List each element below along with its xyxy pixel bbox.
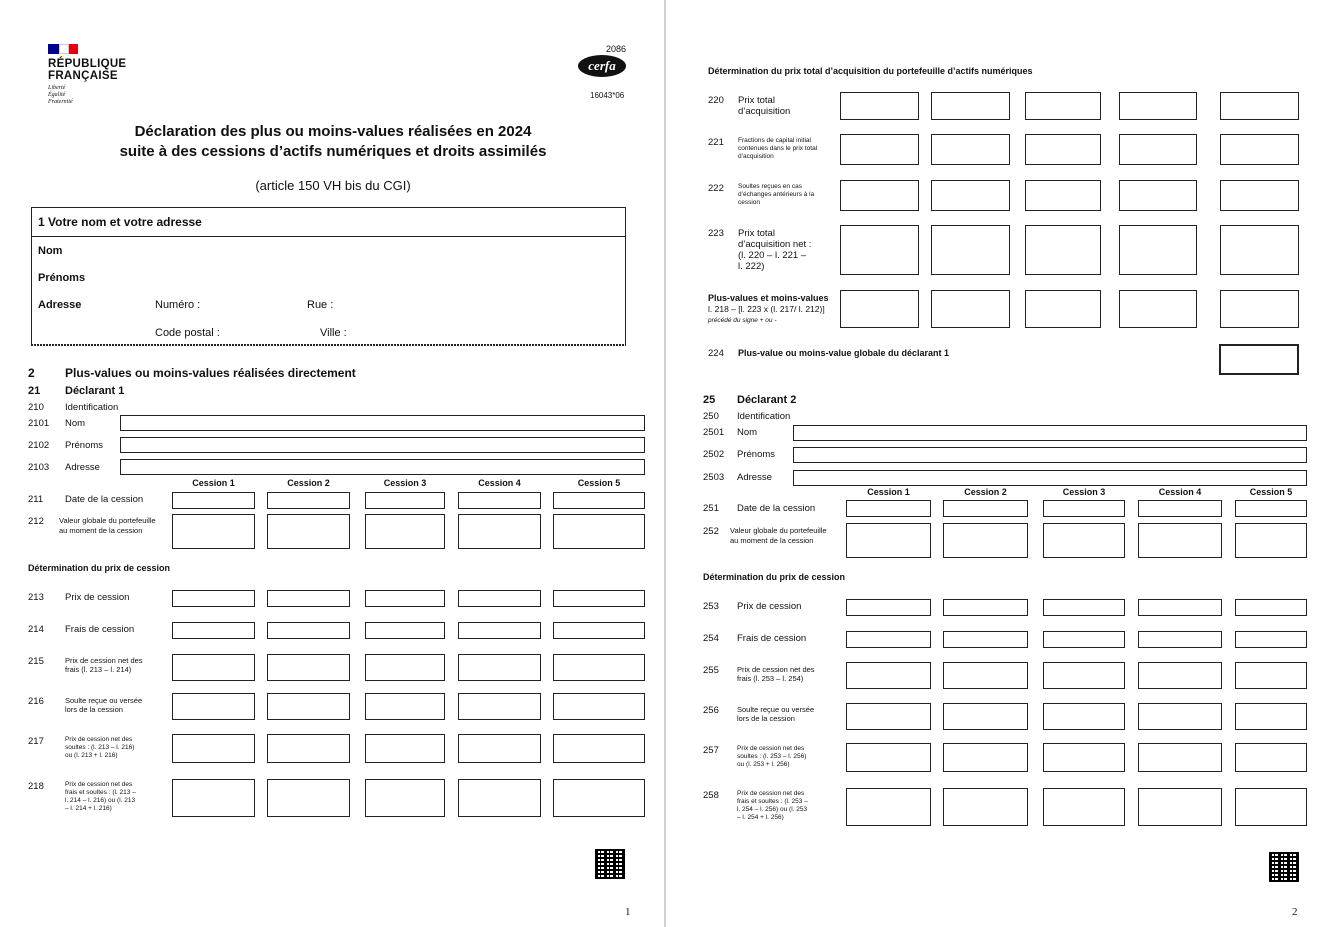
nom-label: Nom xyxy=(38,245,63,257)
row-label: Frais de cession xyxy=(65,624,135,635)
row-num: 258 xyxy=(703,790,719,801)
acq-field[interactable] xyxy=(1025,92,1101,120)
code-postal-label: Code postal : xyxy=(155,327,220,339)
acq-row-num: 220 xyxy=(708,95,724,106)
cession-header: Cession 3 xyxy=(383,478,427,488)
cession-field[interactable] xyxy=(267,492,350,509)
cession-field[interactable] xyxy=(943,599,1028,616)
row-num: 256 xyxy=(703,705,719,716)
cession-field[interactable] xyxy=(172,622,255,639)
cession-field[interactable] xyxy=(943,631,1028,648)
cession-field[interactable] xyxy=(553,590,645,607)
cession-field[interactable] xyxy=(1235,523,1307,558)
row-num: 252 xyxy=(703,526,719,537)
identity-row-num: 2502 xyxy=(703,449,725,460)
acq-field[interactable] xyxy=(1220,92,1299,120)
cession-field[interactable] xyxy=(553,734,645,763)
acq-row-num: 222 xyxy=(708,183,724,194)
cession-field[interactable] xyxy=(172,654,255,681)
motto-2: Égalité xyxy=(48,92,66,98)
identity-row-label: Adresse xyxy=(65,462,100,473)
row-num: 212 xyxy=(28,516,44,527)
cession-field[interactable] xyxy=(458,514,541,549)
cession-field[interactable] xyxy=(1235,599,1307,616)
cession-field[interactable] xyxy=(365,654,445,681)
row-label: Prix de cession xyxy=(737,601,802,612)
row-label: Valeur globale du portefeuille au moment de la cession xyxy=(730,526,827,545)
marianne-logo xyxy=(48,44,126,106)
acq-row-label: Prix total d’acquisition net : (l. 220 – l. 221 – l. 222) xyxy=(738,228,812,272)
cession-header: Cession 5 xyxy=(1249,487,1293,497)
form-title-line1: Déclaration des plus ou moins-values réalisées en 2024 xyxy=(134,123,532,140)
acq-field[interactable] xyxy=(1220,225,1299,275)
row-label: Frais de cession xyxy=(737,633,807,644)
identity-field[interactable] xyxy=(793,470,1307,486)
identity-field[interactable] xyxy=(793,447,1307,463)
acq-field[interactable] xyxy=(1119,180,1197,211)
cession-field[interactable] xyxy=(846,500,931,517)
acq-field[interactable] xyxy=(840,180,919,211)
row-num: 214 xyxy=(28,624,44,635)
motto-3: Fraternité xyxy=(48,99,73,105)
cession-field[interactable] xyxy=(458,693,541,720)
acq-field[interactable] xyxy=(840,92,919,120)
page1-datamatrix xyxy=(595,849,625,879)
identity-row-num: 2503 xyxy=(703,472,725,483)
cession-field[interactable] xyxy=(267,622,350,639)
cession-field[interactable] xyxy=(267,779,350,817)
pv-field[interactable] xyxy=(1220,290,1299,328)
cession-field[interactable] xyxy=(458,492,541,509)
cession-field[interactable] xyxy=(172,590,255,607)
cession-field[interactable] xyxy=(553,779,645,817)
cession-field[interactable] xyxy=(267,590,350,607)
page2-datamatrix xyxy=(1269,852,1299,882)
identity-field[interactable] xyxy=(793,425,1307,441)
ville-label: Ville : xyxy=(320,327,347,339)
identity-row-label: Nom xyxy=(65,418,86,429)
row-num: 251 xyxy=(703,503,719,514)
cession-field[interactable] xyxy=(943,703,1028,730)
cession-field[interactable] xyxy=(1138,662,1222,689)
cession-field[interactable] xyxy=(365,734,445,763)
cerfa-code: 16043*06 xyxy=(590,91,625,100)
cession-field[interactable] xyxy=(943,788,1028,826)
rue-label: Rue : xyxy=(307,299,334,311)
cession-field[interactable] xyxy=(943,523,1028,558)
form-subtitle: (article 150 VH bis du CGI) xyxy=(255,178,411,193)
cession-field[interactable] xyxy=(1235,788,1307,826)
declarant1-num: 21 xyxy=(28,385,41,397)
numero-label: Numéro : xyxy=(155,299,201,311)
row-num: 215 xyxy=(28,656,44,667)
identity-row-num: 2103 xyxy=(28,462,50,473)
identification-num: 210 xyxy=(28,402,44,413)
row-label: Prix de cession net des frais et soultes : (l. 213 – l. 214 – l. 216) ou (l. 213 – l. 214 + l. 216) xyxy=(65,781,136,812)
cession-field[interactable] xyxy=(1138,631,1222,648)
section2-title: Plus-values ou moins-values réalisées directement xyxy=(65,366,356,380)
cession-field[interactable] xyxy=(553,693,645,720)
cession-field[interactable] xyxy=(1138,523,1222,558)
acq-row-num: 223 xyxy=(708,228,724,239)
row-label: Prix de cession net des soultes : (l. 253 – l. 256) ou (l. 253 + l. 256) xyxy=(737,745,807,768)
acq-field[interactable] xyxy=(1220,180,1299,211)
pv-formula xyxy=(708,304,828,326)
row-num: 257 xyxy=(703,745,719,756)
acq-row-num: 221 xyxy=(708,137,724,148)
identity-row-num: 2501 xyxy=(703,427,725,438)
acq-field[interactable] xyxy=(1025,134,1101,165)
acq-row-label: Fractions de capital initial contenues dans le prix total d’acquisition xyxy=(738,137,818,160)
price-subheading: Détermination du prix de cession xyxy=(703,572,846,582)
cession-field[interactable] xyxy=(553,492,645,509)
cession-field[interactable] xyxy=(365,590,445,607)
acq-field[interactable] xyxy=(1025,180,1101,211)
cession-field[interactable] xyxy=(1138,703,1222,730)
row-label: Prix de cession net des soultes : (l. 213 – l. 216) ou (l. 213 + l. 216) xyxy=(65,736,135,759)
cession-field[interactable] xyxy=(1043,500,1125,517)
cession-field[interactable] xyxy=(267,734,350,763)
row-num: 217 xyxy=(28,736,44,747)
cession-field[interactable] xyxy=(458,622,541,639)
cession-field[interactable] xyxy=(553,622,645,639)
cession-field[interactable] xyxy=(846,743,931,772)
cession-field[interactable] xyxy=(172,514,255,549)
section1-title: 1 Votre nom et votre adresse xyxy=(38,215,202,229)
row-num: 254 xyxy=(703,633,719,644)
acq-field[interactable] xyxy=(1220,134,1299,165)
row-num: 255 xyxy=(703,665,719,676)
cerfa-logo xyxy=(578,55,626,77)
cession-field[interactable] xyxy=(365,492,445,509)
pv-note: précédé du signe + ou - xyxy=(708,317,777,324)
acq-field[interactable] xyxy=(1119,92,1197,120)
cession-field[interactable] xyxy=(553,654,645,681)
cession-field[interactable] xyxy=(1138,743,1222,772)
cession-field[interactable] xyxy=(365,622,445,639)
cession-field[interactable] xyxy=(1043,703,1125,730)
cession-field[interactable] xyxy=(1235,631,1307,648)
cession-header: Cession 5 xyxy=(577,478,621,488)
row-label: Date de la cession xyxy=(737,503,816,514)
identity-row-num: 2101 xyxy=(28,418,50,429)
declarant2-title: Déclarant 2 xyxy=(737,394,797,406)
cession-header: Cession 1 xyxy=(867,487,910,497)
identification2-label: Identification xyxy=(737,411,791,422)
pv-formula-text: l. 218 – [l. 223 x (l. 217/ l. 212)] xyxy=(708,304,825,314)
identity-field[interactable] xyxy=(120,437,645,453)
cession-field[interactable] xyxy=(1235,743,1307,772)
declarant2-num: 25 xyxy=(703,394,716,406)
prenoms-label: Prénoms xyxy=(38,272,86,284)
cession-field[interactable] xyxy=(846,662,931,689)
acq-row-label: Soultes reçues en cas d’échanges antérieurs à la cession xyxy=(738,183,815,206)
cession-field[interactable] xyxy=(458,590,541,607)
cession-field[interactable] xyxy=(1043,631,1125,648)
cession-field[interactable] xyxy=(172,693,255,720)
acq-field[interactable] xyxy=(1119,225,1197,275)
acq-field[interactable] xyxy=(1025,225,1101,275)
cession-field[interactable] xyxy=(846,703,931,730)
cession-field[interactable] xyxy=(1235,662,1307,689)
identity-row-label: Prénoms xyxy=(737,449,776,460)
cession-header: Cession 4 xyxy=(478,478,521,488)
section1-separator xyxy=(31,236,626,237)
section1-bottom-line xyxy=(31,344,626,346)
cerfa-number: 2086 xyxy=(606,44,627,54)
logo-line2: FRANÇAISE xyxy=(48,70,118,82)
global-value-field[interactable] xyxy=(1219,344,1299,375)
acq-field[interactable] xyxy=(931,134,1010,165)
cession-header: Cession 2 xyxy=(964,487,1007,497)
pv-field[interactable] xyxy=(840,290,919,328)
declarant1-title: Déclarant 1 xyxy=(65,385,125,397)
section2-num: 2 xyxy=(28,366,35,380)
cession-field[interactable] xyxy=(1043,599,1125,616)
cession-header: Cession 1 xyxy=(192,478,235,488)
pv-field[interactable] xyxy=(1119,290,1197,328)
row-label: Prix de cession net des frais (l. 213 – l. 214) xyxy=(65,656,143,674)
cession-field[interactable] xyxy=(943,743,1028,772)
cession-field[interactable] xyxy=(846,788,931,826)
adresse-label: Adresse xyxy=(38,299,82,311)
cession-field[interactable] xyxy=(365,514,445,549)
cession-field[interactable] xyxy=(1235,703,1307,730)
row-num: 211 xyxy=(28,494,44,505)
cession-field[interactable] xyxy=(1043,788,1125,826)
acquisition-heading: Détermination du prix total d’acquisition du portefeuille d’actifs numériques xyxy=(708,66,1033,76)
cession-field[interactable] xyxy=(267,693,350,720)
identity-row-label: Nom xyxy=(737,427,758,438)
pv-field[interactable] xyxy=(1025,290,1101,328)
cession-field[interactable] xyxy=(458,734,541,763)
row-label: Soulte reçue ou versée lors de la cession xyxy=(737,705,815,723)
cession-field[interactable] xyxy=(846,631,931,648)
cession-field[interactable] xyxy=(1043,743,1125,772)
cession-header: Cession 3 xyxy=(1062,487,1106,497)
pv-field[interactable] xyxy=(931,290,1010,328)
price-subheading: Détermination du prix de cession xyxy=(28,563,171,573)
cession-field[interactable] xyxy=(846,523,931,558)
cession-header: Cession 2 xyxy=(287,478,330,488)
cession-field[interactable] xyxy=(458,779,541,817)
pv-title: Plus-values et moins-values xyxy=(708,293,829,303)
acq-field[interactable] xyxy=(840,134,919,165)
acq-field[interactable] xyxy=(1119,134,1197,165)
row-label: Date de la cession xyxy=(65,494,144,505)
cession-field[interactable] xyxy=(172,779,255,817)
logo-line1: RÉPUBLIQUE xyxy=(48,58,127,70)
cession-field[interactable] xyxy=(267,514,350,549)
identity-row-label: Prénoms xyxy=(65,440,104,451)
cession-field[interactable] xyxy=(846,599,931,616)
cession-field[interactable] xyxy=(267,654,350,681)
form-title-line2: suite à des cessions d’actifs numériques et droits assimilés xyxy=(119,143,547,160)
row-label: Soulte reçue ou versée lors de la cession xyxy=(65,696,143,714)
identity-row-num: 2102 xyxy=(28,440,50,451)
global-num: 224 xyxy=(708,348,724,359)
row-num: 213 xyxy=(28,592,44,603)
cerfa-label: cerfa xyxy=(588,58,616,73)
acq-field[interactable] xyxy=(931,180,1010,211)
cession-header: Cession 4 xyxy=(1158,487,1202,497)
row-label: Valeur globale du portefeuille au moment de la cession xyxy=(59,516,156,535)
global-label: Plus-value ou moins-value globale du déclarant 1 xyxy=(738,348,950,358)
row-label: Prix de cession net des frais (l. 253 – l. 254) xyxy=(737,665,815,683)
row-num: 218 xyxy=(28,781,44,792)
acq-field[interactable] xyxy=(931,225,1010,275)
cession-field[interactable] xyxy=(172,734,255,763)
cession-field[interactable] xyxy=(1043,662,1125,689)
cession-field[interactable] xyxy=(1138,788,1222,826)
cession-field[interactable] xyxy=(172,492,255,509)
row-label: Prix de cession xyxy=(65,592,130,603)
identity-field[interactable] xyxy=(120,415,645,431)
page1-number: 1 xyxy=(625,906,631,918)
cession-field[interactable] xyxy=(365,693,445,720)
identity-row-label: Adresse xyxy=(737,472,772,483)
acq-row-label: Prix total d’acquisition xyxy=(738,95,791,117)
row-num: 253 xyxy=(703,601,719,612)
cession-field[interactable] xyxy=(553,514,645,549)
identification-label: Identification xyxy=(65,402,119,413)
row-num: 216 xyxy=(28,696,44,707)
page2-number: 2 xyxy=(1292,906,1298,918)
cession-field[interactable] xyxy=(1043,523,1125,558)
cession-field[interactable] xyxy=(365,779,445,817)
cession-field[interactable] xyxy=(1235,500,1307,517)
motto-1: Liberté xyxy=(48,85,66,91)
identification2-num: 250 xyxy=(703,411,719,422)
cession-field[interactable] xyxy=(1138,500,1222,517)
acq-field[interactable] xyxy=(931,92,1010,120)
cession-field[interactable] xyxy=(458,654,541,681)
cession-field[interactable] xyxy=(943,662,1028,689)
identity-field[interactable] xyxy=(120,459,645,475)
cession-field[interactable] xyxy=(1138,599,1222,616)
row-label: Prix de cession net des frais et soultes : (l. 253 – l. 254 – l. 256) ou (l. 253 – l. 254 + l. 256) xyxy=(737,790,808,821)
cession-field[interactable] xyxy=(943,500,1028,517)
acq-field[interactable] xyxy=(840,225,919,275)
